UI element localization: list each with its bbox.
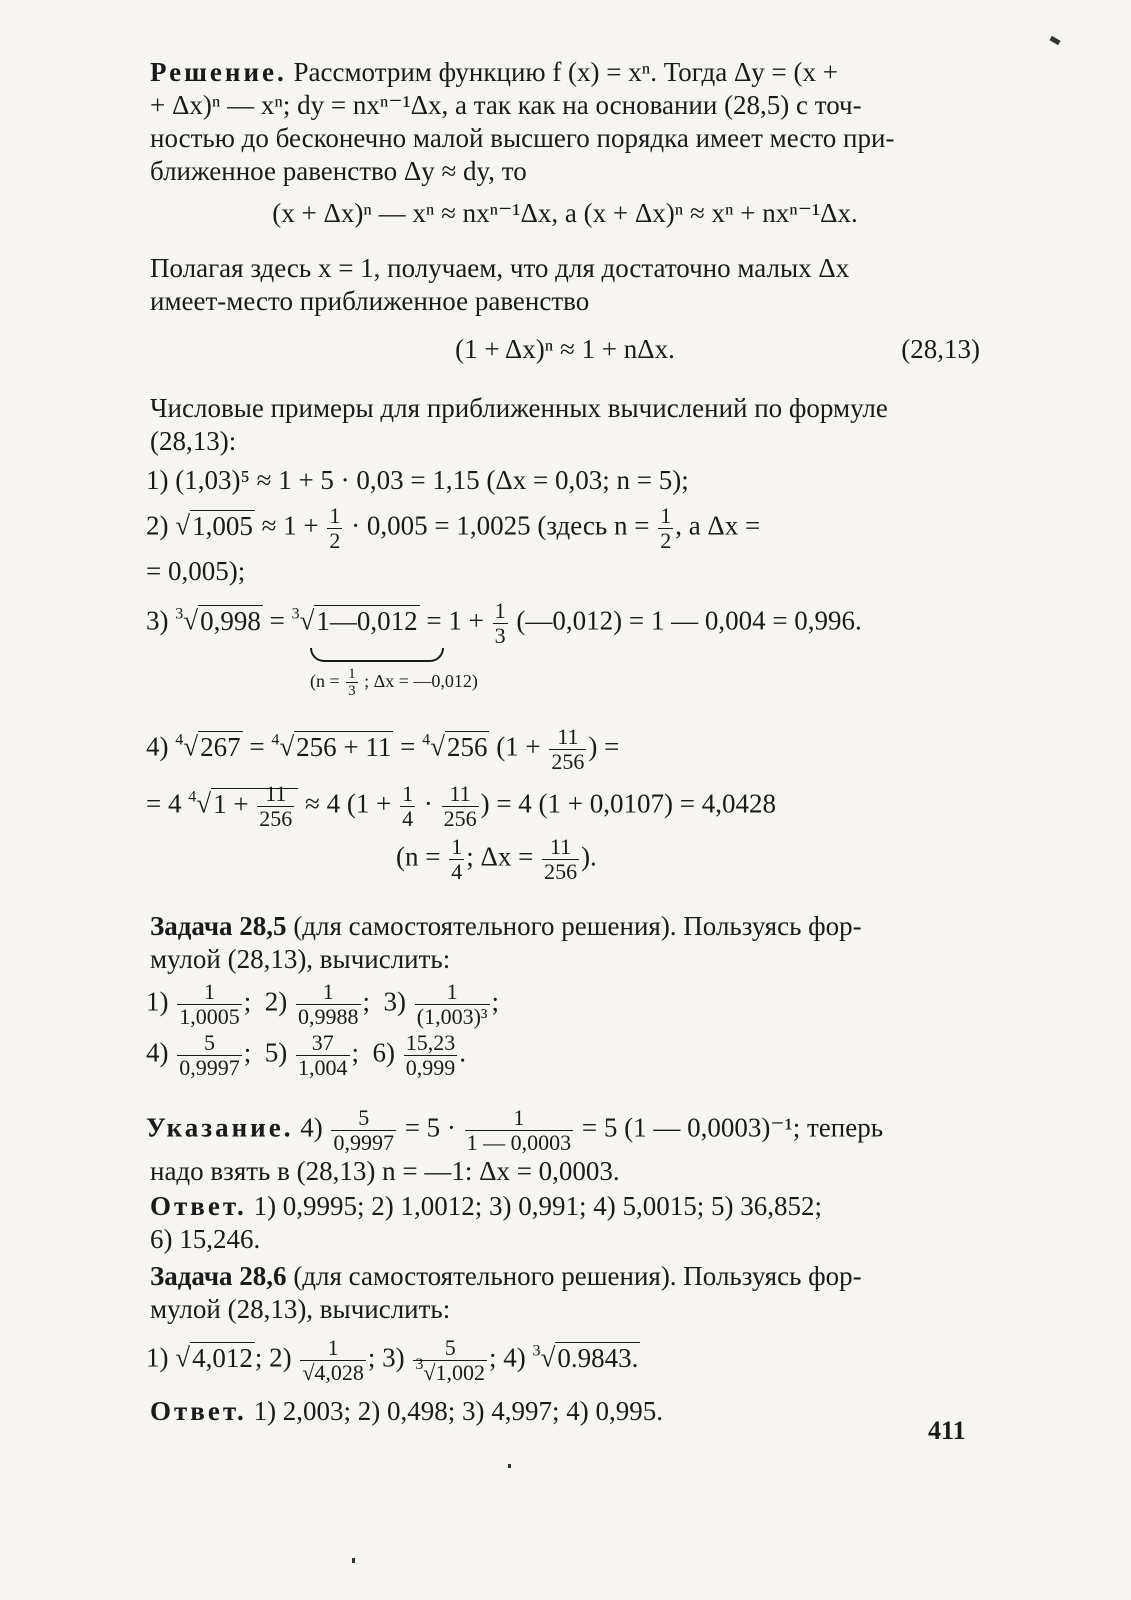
frac-num: 1: [494, 598, 506, 623]
frac-den: 3: [494, 623, 506, 648]
fraction-one-third: [493, 599, 508, 648]
frac-num: 5: [444, 1335, 456, 1361]
frac-num: 1: [329, 503, 341, 528]
paragraph-2: [150, 252, 980, 318]
frac-den: 0,999: [405, 1055, 456, 1081]
fraction-11-256-b: [257, 782, 294, 831]
example-2-part-b: ≈ 1 +: [261, 510, 319, 541]
example-3-eq: =: [269, 605, 285, 636]
task-fraction: [296, 1031, 350, 1080]
paragraph-2-line-1: Полагая здесь x = 1, получаем, что для достаточно малых Δx: [150, 253, 850, 283]
task-fraction: [177, 1031, 242, 1080]
t6-fraction-2: [300, 1336, 366, 1385]
example-4-line-3: [146, 835, 980, 884]
fraction-11-256: [549, 725, 586, 774]
solution-line-2: + Δx)ⁿ — xⁿ; dy = nxⁿ⁻¹Δx, а так как на основании (28,5) с точ-: [150, 90, 862, 120]
example-3-note: [310, 666, 980, 699]
scan-speck: [352, 1558, 355, 1563]
e4-l2-rad-text: 1 +: [213, 789, 249, 820]
formula-1: (x + Δx)ⁿ — xⁿ ≈ nxⁿ⁻¹Δx, а (x + Δx)ⁿ ≈ xⁿ + nxⁿ⁻¹Δx.: [272, 198, 858, 228]
page-number: 411: [928, 1416, 966, 1445]
e4-l2-radical: [211, 781, 298, 832]
underbrace: [310, 648, 444, 662]
task-fraction: [177, 980, 242, 1029]
e4-radicand-1: 267: [200, 732, 241, 763]
hint-label: Указание.: [146, 1113, 294, 1144]
example-1: 1) (1,03)⁵ ≈ 1 + 5 · 0,03 = 1,15 (Δx = 0,03; n = 5);: [146, 465, 689, 495]
frac-den: 0,9997: [179, 1055, 240, 1081]
answer-1: [150, 1190, 980, 1256]
t6-fraction-3: [413, 1336, 487, 1385]
frac-den: 1,004: [298, 1055, 348, 1081]
example-3-radicand-2: 1—0,012: [316, 605, 418, 636]
solution-line-3: ностью до бесконечно малой высшего порядка имеет место при-: [150, 123, 895, 153]
frac-num: 11: [557, 724, 579, 750]
fourth-index: 4: [271, 732, 280, 750]
fraction-one-fourth: [400, 782, 415, 831]
frac-num: 11: [265, 781, 287, 807]
e4-l2-b: ≈ 4 (1 +: [305, 789, 392, 820]
frac-num: 1: [322, 979, 334, 1005]
e4-part-c: ) =: [588, 732, 620, 763]
solution-label: Решение.: [150, 57, 287, 87]
example-2: 2) √1,005 ≈ 1 + $\frac{1}{2}$ · 0,005 = 1,0025 (здесь n = $\frac{1}{2}$ , а Δx =: [146, 503, 761, 553]
e4-part-b: (1 +: [496, 732, 541, 763]
t6-r1: 4,012: [192, 1343, 253, 1374]
fraction-one-half: [327, 504, 342, 553]
hint-line-2: надо взять в (28,13) n = —1: Δx = 0,0003.: [150, 1156, 620, 1187]
e4-l2-c: ·: [423, 789, 433, 820]
cube-index: 3: [415, 1356, 424, 1374]
answer-1-line-1: 1) 0,9995; 2) 1,0012; 3) 0,991; 4) 5,0015; 5) 36,852;: [253, 1191, 823, 1222]
example-4-line-1: 4) $^4$√267 = $^4$√256 + 11 = $^4$√256 (1 + $\frac{11}{256}$ ) =: [146, 724, 620, 775]
fraction-11-256-d: [542, 835, 579, 884]
cube-index: 3: [291, 605, 300, 623]
frac-den: 1,0005: [179, 1004, 240, 1030]
formula-28-13-text: (1 + Δx)ⁿ ≈ 1 + nΔx.: [455, 334, 675, 364]
note-part-a: (n =: [310, 671, 340, 691]
frac-den: 0,9997: [333, 1130, 394, 1156]
frac-den: $^3$√1,002: [415, 1356, 485, 1386]
frac-den: 4: [451, 859, 463, 885]
e4-l3-b: ; Δx =: [466, 842, 534, 873]
hint-fraction-2: [465, 1106, 574, 1155]
frac-num: 37: [311, 1030, 334, 1056]
task-28-5-row-2: 4) $\frac{5}{0,9997}$ ; 5) $\frac{37}{1,004}$ ; 6) $\frac{15,23}{0,999}$ .: [146, 1030, 467, 1081]
answer-1-label: Ответ.: [150, 1191, 247, 1222]
frac-num: 5: [204, 1030, 215, 1056]
scan-speck: [1049, 36, 1060, 45]
frac-num: 1: [513, 1105, 525, 1131]
frac-den: 256: [259, 806, 293, 832]
formula-28-13: [150, 332, 980, 366]
examples-intro-line-2: (28,13):: [150, 426, 237, 456]
frac-num: 1: [446, 979, 458, 1005]
task-28-6-line-1: (для самостоятельного решения). Пользуясь фор-: [293, 1261, 862, 1292]
example-4-line-2: = 4 $^4$√1 + $\frac{11}{256}$ ≈ 4 (1 + $\frac{1}{4}$ · $\frac{11}{256}$ ) = 4 (1 + 0,0107) = 4,0428: [146, 781, 776, 832]
examples-intro: [150, 392, 980, 458]
task-fraction: [415, 980, 490, 1029]
fourth-index: 4: [188, 789, 197, 807]
fraction-one-third-small: [346, 666, 358, 699]
answer-1-line-2: 6) 15,246.: [150, 1224, 261, 1255]
item-number: 4): [146, 1038, 169, 1069]
answer-2: [150, 1395, 980, 1428]
item-number: 2): [264, 987, 288, 1018]
t6-r2: 4,028: [314, 1360, 364, 1386]
frac-num: 1: [327, 1335, 339, 1361]
example-2-part-c: · 0,005 = 1,0025 (здесь n =: [351, 510, 650, 541]
frac-num: 11: [449, 781, 471, 807]
hint-a: 4): [300, 1113, 323, 1144]
task-28-5-line-1: (для самостоятельного решения). Пользуясь фор-: [293, 911, 862, 942]
task-fraction: [296, 980, 361, 1029]
note-part-b: ; Δx = —0,012): [364, 671, 478, 691]
example-2-radicand: 1,005: [192, 510, 253, 541]
fourth-index: 4: [175, 732, 184, 750]
e4-radicand-2: 256 + 11: [296, 732, 392, 763]
example-3-part-c: (—0,012) = 1 — 0,004 = 0,996.: [516, 605, 862, 636]
hint-fraction-1: [331, 1106, 396, 1155]
solution-line-4: ближенное равенство Δy ≈ dy, то: [150, 156, 527, 186]
task-28-6-title: Задача 28,6: [150, 1261, 287, 1292]
solution-line-1: Рассмотрим функцию f (x) = xⁿ. Тогда Δy = (x +: [293, 57, 838, 87]
example-3-radicand-1: 0,998: [200, 605, 261, 636]
task-28-6-row: 1) √4,012; 2) $\frac{1}{√4,028}$ ; 3) $\frac{5}{^3√1,002}$ ; 4) $^3$√0.9843.: [146, 1335, 639, 1386]
t6-r4: 0.9843.: [557, 1343, 639, 1374]
task-28-6: [150, 1260, 980, 1326]
answer-2-label: Ответ.: [150, 1396, 247, 1427]
frac-den: 256: [443, 806, 477, 832]
hint-line-1: [146, 1106, 980, 1155]
example-4-number: 4): [146, 732, 169, 763]
example-3-part-b: = 1 +: [426, 605, 484, 636]
example-2-number: 2): [146, 510, 169, 541]
frac-num: 1: [204, 979, 215, 1005]
frac-den: (1,003)³: [416, 1004, 488, 1030]
frac-num: 1: [660, 503, 672, 528]
task-28-5-title: Задача 28,5: [150, 911, 287, 942]
frac-den: 3: [348, 683, 356, 700]
frac-den: √4,028: [302, 1360, 364, 1386]
frac-den: 256: [544, 859, 578, 885]
task-28-5-row-1: 1) $\frac{1}{1,0005}$ ; 2) $\frac{1}{0,9988}$ ; 3) $\frac{1}{\text{(1,003)³}}$ ;: [146, 979, 500, 1030]
examples-intro-line-1: Числовые примеры для приближенных вычислений по формуле: [150, 393, 888, 423]
fraction-11-256-c: [442, 782, 479, 831]
scan-speck: [508, 1464, 511, 1468]
task-28-5-line-2: мулой (28,13), вычислить:: [150, 944, 451, 975]
cube-index: 3: [532, 1343, 541, 1361]
fourth-index: 4: [422, 732, 431, 750]
example-2-cont: = 0,005);: [146, 556, 246, 586]
frac-num: 1: [451, 834, 463, 860]
example-2-part-d: , а Δx =: [675, 510, 761, 541]
hint-b: = 5 ·: [404, 1113, 456, 1144]
frac-num: 15,23: [405, 1030, 456, 1056]
equation-number: (28,13): [901, 334, 980, 364]
t6-i4: ; 4): [488, 1343, 526, 1374]
frac-den: 0,9988: [298, 1004, 359, 1030]
item-number: 5): [264, 1038, 288, 1069]
item-number: 3): [383, 987, 407, 1018]
cube-index: 3: [175, 605, 184, 623]
frac-den: 2: [329, 528, 341, 553]
page-content: [146, 56, 980, 1428]
solution-paragraph: [150, 56, 980, 188]
t6-i2: ; 2): [254, 1343, 292, 1374]
task-28-6-line-2: мулой (28,13), вычислить:: [150, 1294, 451, 1325]
frac-den: 1 — 0,0003: [466, 1130, 572, 1156]
item-number: 1): [146, 987, 169, 1018]
item-number: 6): [372, 1038, 396, 1069]
paragraph-2-line-2: имеет-место приближенное равенство: [150, 286, 590, 316]
frac-den: 2: [660, 528, 672, 553]
frac-num: 5: [358, 1105, 370, 1131]
e4-l3-c: ).: [581, 842, 597, 873]
task-28-5: [150, 910, 980, 976]
example-3-number: 3): [146, 605, 169, 636]
t6-i3: ; 3): [367, 1343, 405, 1374]
frac-den: 4: [402, 806, 414, 832]
task-fraction: [404, 1031, 458, 1080]
frac-den: 256: [551, 749, 585, 775]
fraction-one-half-n: [658, 504, 673, 553]
hint-c: = 5 (1 — 0,0003)⁻¹; теперь: [581, 1113, 884, 1144]
fraction-one-fourth-b: [449, 835, 464, 884]
t6-i1: 1): [146, 1343, 169, 1374]
frac-num: 1: [402, 781, 414, 807]
e4-l3-a: (n =: [396, 842, 441, 873]
example-3: 3) $^3$√0,998 = $^3$√1—0,012 = 1 + $\frac{1}{3}$ (—0,012) = 1 — 0,004 = 0,996.: [146, 598, 862, 648]
answer-2-text: 1) 2,003; 2) 0,498; 3) 4,997; 4) 0,995.: [253, 1396, 664, 1427]
frac-num: 11: [549, 834, 572, 860]
frac-num: 1: [348, 666, 356, 683]
t6-r3: 1,002: [435, 1360, 485, 1386]
e4-l2-a: = 4: [146, 789, 182, 820]
e4-radicand-3: 256: [446, 732, 488, 763]
e4-l2-d: ) = 4 (1 + 0,0107) = 4,0428: [480, 789, 776, 820]
